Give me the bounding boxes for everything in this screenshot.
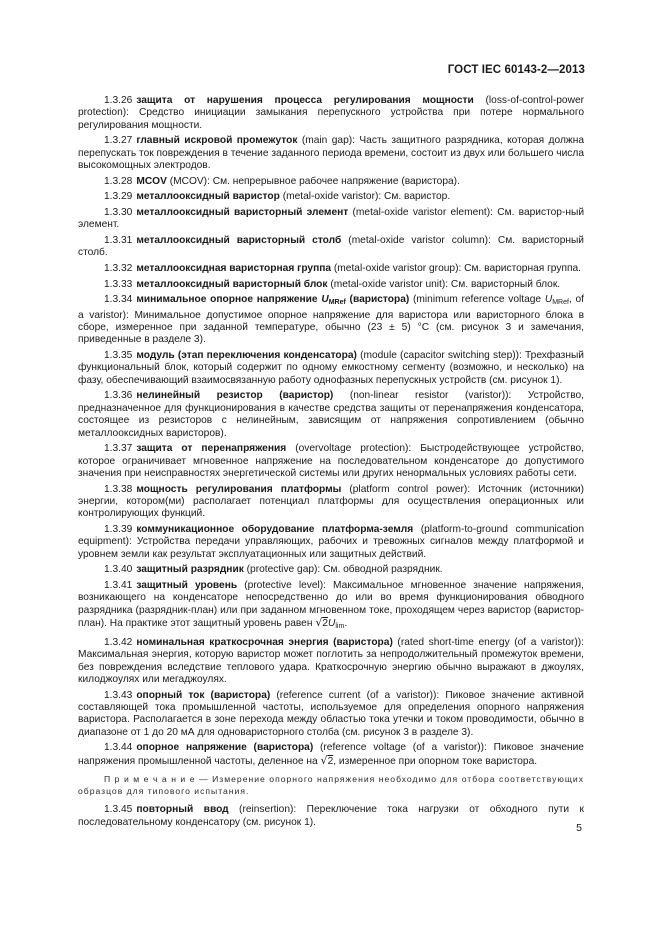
entry-1-3-28: 1.3.28 MCOV (MCOV): См. непрерывное рабочее напряжение (варистора).: [104, 175, 460, 187]
entry-1-3-38: 1.3.38 мощность регулирования платформы (platform control power): Источник (источники) энергии, котором(ми) располагает потенциал платформы для осуществления операционных или контролирующих функций.: [78, 483, 585, 520]
sqrt-symbol: √: [315, 616, 323, 630]
entry-1-3-34: 1.3.34 минимальное опорное напряжение $U_{MRef}$ (варистора) (minimum reference voltage $U_{MRef}$, of a varistor): Минимальное допустимое опорное напряжение для варистора или варисторного блока в сборе, измеренное при заданной температуре, обычно (23 ± 5) °C (см. рисунок 3 и замечания, приведенные в разделе 3).: [78, 294, 585, 346]
entry-1-3-43: 1.3.43 опорный ток (варистора) (reference current (of a varistor)): Пиковое значение активной составляющей тока промышленной частоты, используемое для определения опорного напряжения варистора. Располагается в зоне перехода между областью тока утечки и током проводимости, обычно в диапазоне от 1 до 20 мА для одноваристорного столба (см. рисунок 3 в разделе 3).: [78, 689, 584, 738]
entry-1-3-39: 1.3.39 коммуникационное оборудование платформа-земля (platform-to-ground communication equipment): Устройства передачи управляющих, рабочих и тревожных сигналов между платформой и уровнем земли как результат эксплуатационных или защитных действий.: [78, 524, 584, 560]
page-number: 5: [576, 822, 582, 834]
symbol-u: U: [328, 618, 336, 630]
entry-1-3-26: 1.3.26 защита от нарушения процесса регулирования мощности (loss-of-control-power protection): Средство инициации замыкания перепускного устройства при потере нормального регулирования мощности.: [78, 95, 585, 131]
entry-1-3-32: 1.3.32 металлооксидная варисторная группа (metal-oxide varistor group): См. варисторная группа.: [104, 263, 581, 274]
entry-1-3-30: 1.3.30 металлооксидный варисторный элемент (metal-oxide varistor element): См. варистор-ный элемент.: [78, 207, 585, 231]
entry-1-3-29: 1.3.29 металлооксидный варистор (metal-oxide varistor): См. варистор.: [104, 191, 451, 203]
entry-1-3-40: 1.3.40 защитный разрядник (protective gap): См. обводной разрядник.: [104, 564, 443, 576]
entry-1-3-45: 1.3.45 повторный ввод (reinsertion): Переключение тока нагрузки от обходного пути к последовательному конденсатору (см. рисунок 1).: [78, 804, 584, 828]
entry-1-3-33: 1.3.33 металлооксидный варисторный блок (metal-oxide varistor unit): См. варисторный блок.: [104, 278, 561, 290]
entry-1-3-42: 1.3.42 номинальная краткосрочная энергия (варистора) (rated short-time energy (of a varistor)): Максимальная энергия, которую варистор может поглотить за непродолжительный промежуток времени, без повреждения вследствие теплового удара. Краткосрочную энергию обычно выражают в джоулях, килоджоулях или мегаджоулях.: [78, 636, 584, 686]
entry-1-3-37: 1.3.37 защита от перенапряжения (overvoltage protection): Быстродействующее устройство, которое ограничивает мгновенное напряжение на последовательном конденсаторе до допустимого значения при неисправностях энергетической системы или других ненормальных условиях работы сети.: [78, 443, 584, 480]
entry-1-3-27: 1.3.27 главный искровой промежуток (main gap): Часть защитного разрядника, которая должна перепускать ток повреждения в течение заданного периода времени, состоит из двух или большего числа высокомощных электродов.: [78, 135, 584, 172]
entry-1-3-41: 1.3.41 защитный уровень (protective level): Максимальное мгновенное значение напряжения, возникающего на конденсаторе непосредственно до или во время функционирования обводного разрядника (разрядник-план) или при заданном мгновенном токе, проходящем через варистор (варистор-план). На практике этот защитный уровень равен $√2U_{lim}$.: [78, 580, 584, 631]
symbol-u: U: [321, 294, 329, 306]
sqrt-symbol: √: [320, 753, 328, 767]
entry-1-3-31: 1.3.31 металлооксидный варисторный столб (metal-oxide varistor column): См. варисторный столб.: [78, 235, 584, 259]
entry-1-3-36: 1.3.36 нелинейный резистор (варистор) (non-linear resistor (varistor)): Устройство, предназначенное для функционирования в качестве средства защиты от перенапряжения конденсатора, состоящее из резисторов с нелинейным, зависящим от напряжения сопротивлением (обычно металлооксидных варисторов).: [78, 390, 584, 439]
entry-1-3-35: 1.3.35 модуль (этап переключения конденсатора) (module (capacitor switching step)): Трехфазный функциональный блок, который содержит по одному емкостному сегменту (возможно, и несколько) на фазу, обеспечивающий взаимосвязанную работу однофазных перепускных устройств (см. рисунок 1).: [78, 350, 584, 386]
standard-header: ГОСТ IEC 60143-2—2013: [447, 64, 585, 76]
definitions-body: [78, 95, 584, 832]
entry-1-3-44: 1.3.44 опорное напряжение (варистора) (reference voltage (of a varistor)): Пиковое значение напряжения промышленной частоты, деленное на √2, измеренное при опорном токе варистора.: [78, 742, 584, 767]
note: П р и м е ч а н и е — Измерение опорного напряжения необходимо для отбора соответствующих образцов для типового испытания.: [78, 774, 584, 796]
symbol-u: U: [544, 294, 553, 306]
